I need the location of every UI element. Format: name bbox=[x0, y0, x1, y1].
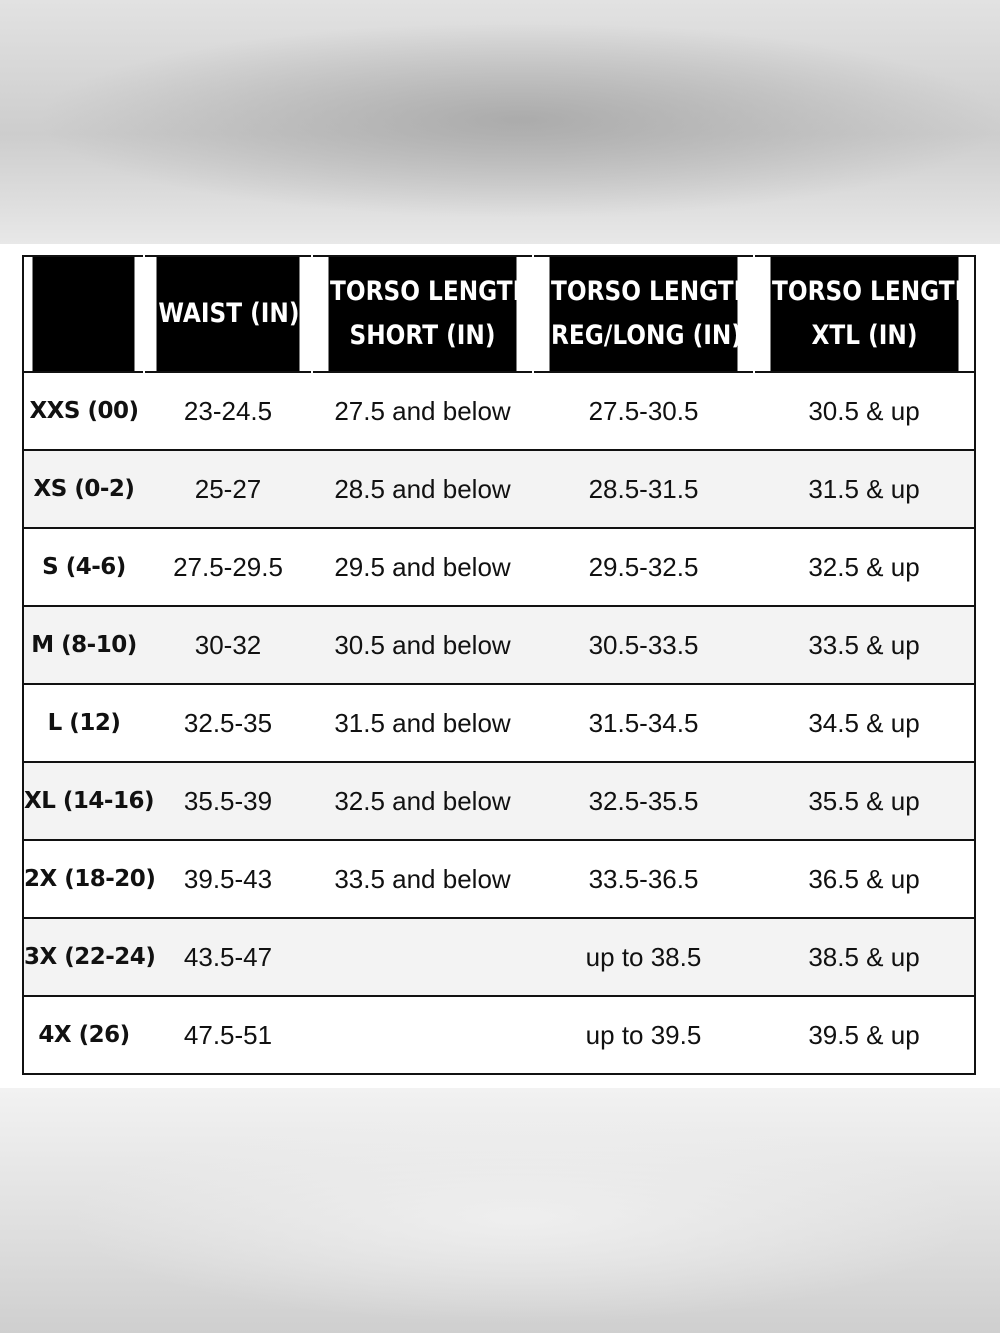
table-body bbox=[23, 372, 975, 1074]
size-cell: S (4-6) bbox=[42, 554, 126, 580]
header-torso-short bbox=[327, 256, 533, 372]
torso-short-cell bbox=[312, 996, 533, 1074]
torso-xtl-cell: 35.5 & up bbox=[808, 785, 920, 816]
header-torso-xtl-line1: TORSO LENGTH bbox=[772, 276, 975, 307]
waist-cell: 30-32 bbox=[194, 629, 262, 660]
size-chart-sheet bbox=[0, 244, 1000, 1088]
header-torso-short-line2: SHORT (IN) bbox=[349, 320, 496, 351]
size-cell: XS (0-2) bbox=[33, 476, 135, 502]
size-cell: 3X (22-24) bbox=[24, 944, 156, 970]
header-torso-xtl-line2: XTL (IN) bbox=[811, 320, 918, 351]
background-top bbox=[0, 0, 1000, 244]
torso-reg-long-cell: 31.5-34.5 bbox=[588, 707, 699, 738]
torso-xtl-cell: 30.5 & up bbox=[808, 395, 920, 426]
header-waist-label: WAIST (IN) bbox=[158, 298, 300, 329]
waist-cell: 39.5-43 bbox=[183, 863, 273, 894]
size-cell: 4X (26) bbox=[38, 1022, 130, 1048]
torso-xtl-cell: 38.5 & up bbox=[808, 941, 920, 972]
torso-reg-long-cell: 28.5-31.5 bbox=[588, 473, 699, 504]
waist-cell: 25-27 bbox=[194, 473, 262, 504]
torso-short-cell: 32.5 and below bbox=[334, 785, 511, 816]
header-waist bbox=[156, 256, 300, 372]
torso-short-cell: 27.5 and below bbox=[334, 395, 511, 426]
waist-cell: 23-24.5 bbox=[183, 395, 273, 426]
table-row bbox=[23, 840, 975, 918]
torso-xtl-cell: 36.5 & up bbox=[808, 863, 920, 894]
torso-xtl-cell: 32.5 & up bbox=[808, 551, 920, 582]
header-torso-reg-long-line1: TORSO LENGTH bbox=[551, 276, 754, 307]
torso-xtl-cell: 33.5 & up bbox=[808, 629, 920, 660]
torso-xtl-cell: 34.5 & up bbox=[808, 707, 920, 738]
table-header bbox=[23, 256, 975, 372]
waist-cell: 43.5-47 bbox=[183, 941, 273, 972]
header-torso-short-line1: TORSO LENGTH bbox=[330, 276, 533, 307]
size-chart-table bbox=[22, 255, 976, 1075]
size-cell: 2X (18-20) bbox=[24, 866, 156, 892]
torso-reg-long-cell: 30.5-33.5 bbox=[588, 629, 699, 660]
background-bottom bbox=[0, 1088, 1000, 1333]
torso-reg-long-cell: up to 39.5 bbox=[585, 1019, 702, 1050]
torso-short-cell: 29.5 and below bbox=[334, 551, 511, 582]
table-row bbox=[23, 450, 975, 528]
table-row bbox=[23, 372, 975, 450]
table-row bbox=[23, 528, 975, 606]
size-cell: XL (14-16) bbox=[24, 788, 154, 814]
size-cell: XXS (00) bbox=[29, 398, 139, 424]
table-row bbox=[23, 996, 975, 1074]
waist-cell: 27.5-29.5 bbox=[173, 551, 283, 582]
header-torso-reg-long bbox=[548, 256, 754, 372]
torso-xtl-cell: 39.5 & up bbox=[808, 1019, 920, 1050]
torso-xtl-cell: 31.5 & up bbox=[808, 473, 920, 504]
torso-short-cell: 33.5 and below bbox=[334, 863, 511, 894]
table-row bbox=[23, 918, 975, 996]
torso-short-cell: 30.5 and below bbox=[334, 629, 511, 660]
torso-reg-long-cell: 29.5-32.5 bbox=[588, 551, 699, 582]
torso-reg-long-cell: 32.5-35.5 bbox=[588, 785, 699, 816]
torso-short-cell bbox=[312, 918, 533, 996]
table-row bbox=[23, 684, 975, 762]
torso-reg-long-cell: up to 38.5 bbox=[585, 941, 702, 972]
waist-cell: 47.5-51 bbox=[183, 1019, 273, 1050]
torso-short-cell: 31.5 and below bbox=[334, 707, 511, 738]
torso-short-cell: 28.5 and below bbox=[334, 473, 511, 504]
size-cell: L (12) bbox=[47, 710, 121, 736]
header-size bbox=[31, 256, 135, 372]
header-row bbox=[23, 256, 975, 372]
torso-reg-long-cell: 27.5-30.5 bbox=[588, 395, 699, 426]
waist-cell: 32.5-35 bbox=[183, 707, 273, 738]
table-row bbox=[23, 606, 975, 684]
torso-reg-long-cell: 33.5-36.5 bbox=[588, 863, 699, 894]
table-row bbox=[23, 762, 975, 840]
size-cell: M (8-10) bbox=[31, 632, 137, 658]
waist-cell: 35.5-39 bbox=[183, 785, 273, 816]
header-torso-xtl bbox=[769, 256, 975, 372]
header-torso-reg-long-line2: REG/LONG (IN) bbox=[551, 320, 742, 351]
